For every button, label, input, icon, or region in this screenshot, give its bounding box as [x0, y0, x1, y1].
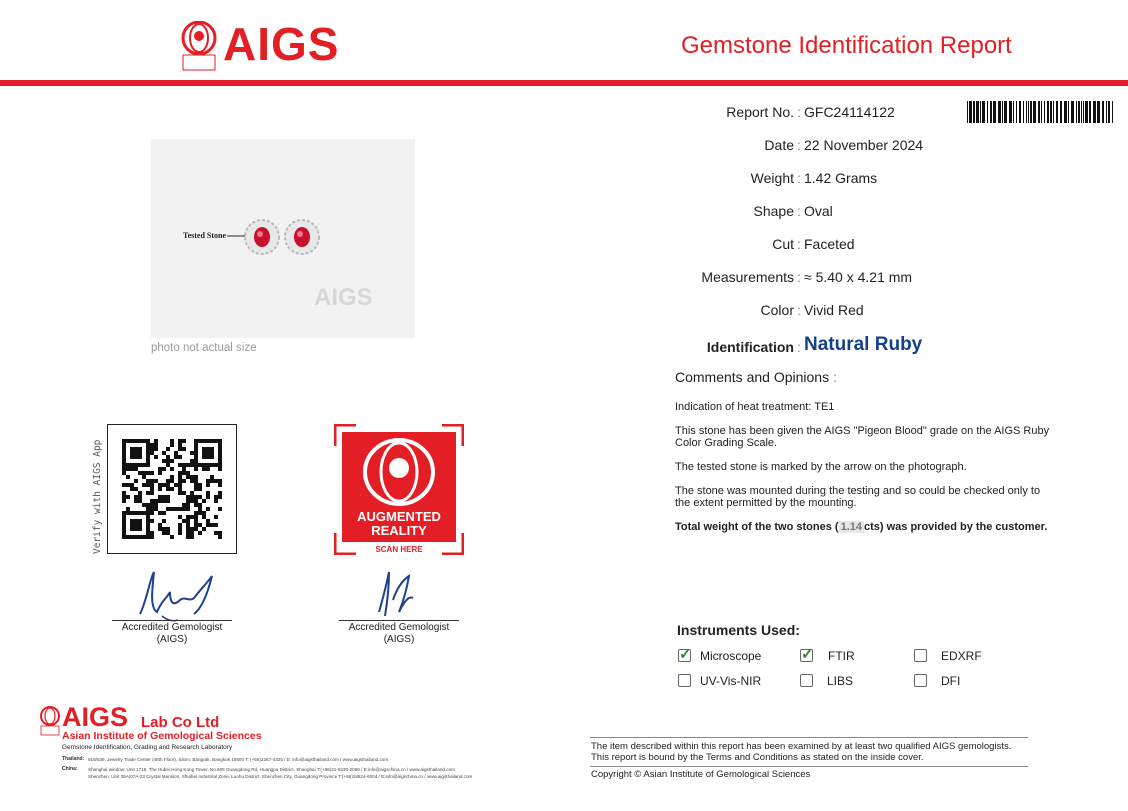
total-weight-cts: 1.14: [840, 521, 862, 533]
earrings-image: [151, 139, 415, 338]
verify-app-text: Verify with AIGS App: [92, 439, 103, 554]
shape-label: Shape: [753, 203, 794, 219]
barcode-icon: [967, 101, 1113, 123]
weight-label: Weight: [750, 170, 794, 186]
signature-block-1: [112, 570, 232, 650]
cut-value: Faceted: [804, 236, 855, 252]
address-china-shenzhen: Shenzhen: Unit 05A/07A-23 Crystal Mansion, Shuibei Industrial Zone, Luohu District, Shenzhen City, Guangdong Province T:(+86)18824-6004 / E:info@aigschina.cn / www.aigsthailand.com: [88, 774, 473, 779]
identification-colon: :: [797, 339, 801, 355]
aigs-seal-icon: [181, 21, 217, 71]
instruments-heading: Instruments Used:: [677, 622, 800, 638]
lab-logo-text: AIGS: [62, 702, 129, 732]
lab-tagline: Gemstone Identification, Grading and Research Laboratory: [62, 744, 233, 751]
comment-mounted: The stone was mounted during the testing and so could be checked only to the extent permitted by the mounting.: [675, 485, 1041, 509]
ar-line2: REALITY: [371, 523, 427, 538]
left-earring: [245, 220, 279, 254]
dfi-checkbox[interactable]: [914, 674, 927, 687]
signature-1-image: [112, 570, 232, 622]
stone-photo: [151, 139, 415, 338]
measurements-value: ≈ 5.40 x 4.21 mm: [804, 269, 913, 285]
comment-pigeon-blood: This stone has been given the AIGS "Pigeon Blood" grade on the AIGS Ruby Color Grading Scale.: [675, 425, 1050, 449]
address-thailand: 919/539, Jewelry Trade Center (48th Floor), Silom, Bangrak, Bangkok 10500 T: (+66)2267-4325 / E: info@aigsthailand.com / www.aigsthailand.com: [88, 757, 389, 762]
signature-2-org: (AIGS): [383, 634, 415, 645]
date-label: Date: [764, 137, 794, 153]
color-label: Color: [760, 302, 794, 318]
verification-qr-code[interactable]: [107, 424, 237, 554]
disclaimer-rule-bottom: [590, 766, 1028, 767]
aigs-logo: [181, 18, 356, 73]
measurements-colon: :: [797, 269, 801, 285]
color-colon: :: [797, 302, 801, 318]
signature-1-line: [112, 620, 232, 621]
disclaimer-line1: The item described within this report has been examined by at least two qualified AIGS gemologists.: [591, 741, 1012, 752]
edxrf-checkbox[interactable]: [914, 649, 927, 662]
measurements-label: Measurements: [701, 269, 794, 285]
date-value: 22 November 2024: [804, 137, 924, 153]
lab-company: Lab Co Ltd: [141, 714, 220, 731]
address-thailand-country: Thailand:: [62, 756, 85, 762]
lab-footer: [40, 702, 500, 786]
signature-2-line: [339, 620, 459, 621]
weight-value: 1.42 Grams: [804, 170, 878, 186]
header-divider: [0, 80, 1128, 86]
signature-2-image: [339, 570, 459, 622]
libs-checkbox[interactable]: [800, 674, 813, 687]
identification-label: Identification: [706, 339, 794, 355]
signature-1-org: (AIGS): [156, 634, 188, 645]
cut-colon: :: [797, 236, 801, 252]
report-no-value: GFC24114122: [804, 104, 895, 120]
disclaimer-rule-top: [590, 737, 1028, 738]
report-no-colon: :: [797, 104, 801, 120]
lab-seal-icon: [40, 706, 60, 736]
report-no-label: Report No.: [726, 104, 794, 120]
identification-value: Natural Ruby: [804, 334, 923, 355]
date-colon: :: [797, 137, 801, 153]
ar-line1: AUGMENTED: [357, 509, 441, 524]
right-earring: [285, 220, 319, 254]
disclaimer-line2: This report is bound by the Terms and Conditions as stated on the inside cover.: [591, 752, 924, 763]
signature-2-title: Accredited Gemologist: [348, 622, 450, 633]
comment-heat-treatment: Indication of heat treatment: TE1: [675, 401, 835, 413]
logo-wordmark: AIGS: [223, 18, 340, 70]
uv-vis-nir-checkbox[interactable]: [678, 674, 691, 687]
color-value: Vivid Red: [804, 302, 864, 318]
cut-label: Cut: [772, 236, 794, 252]
shape-colon: :: [797, 203, 801, 219]
photo-watermark: AIGS: [314, 284, 373, 311]
comments-heading: Comments and Opinions :: [675, 369, 837, 385]
copyright: Copyright © Asian Institute of Gemological Sciences: [591, 769, 811, 780]
signature-block-2: [339, 570, 459, 650]
check-icon: ✓: [679, 646, 692, 663]
address-china-country: China:: [62, 766, 78, 772]
weight-colon: :: [797, 170, 801, 186]
check-icon: ✓: [801, 646, 814, 663]
signature-1-title: Accredited Gemologist: [121, 622, 223, 633]
comment-tested-stone: The tested stone is marked by the arrow on the photograph.: [675, 461, 967, 473]
address-china-shanghai: Shanghai window: Unit 1718, The Hubei Hong Kong Tower, No.605 Guangdong Rd, Huangpu District, Shanghai T:(+86)21-6330-2066 / E:info@aigschina.cn / www.aigsthailand.com: [88, 767, 455, 772]
photo-caption: photo not actual size: [151, 342, 257, 354]
lab-institute: Asian Institute of Gemological Sciences: [62, 730, 262, 742]
ar-scan-here: SCAN HERE: [375, 545, 423, 554]
shape-value: Oval: [804, 203, 833, 219]
comment-total-weight: Total weight of the two stones ( 1.14 cts) was provided by the customer.: [675, 521, 1048, 533]
tested-stone-label: Tested Stone: [183, 231, 227, 240]
report-header: [0, 0, 1128, 80]
qr-code-icon: [108, 425, 236, 553]
report-title: Gemstone Identification Report: [681, 32, 1012, 59]
augmented-reality-badge[interactable]: [334, 424, 464, 555]
